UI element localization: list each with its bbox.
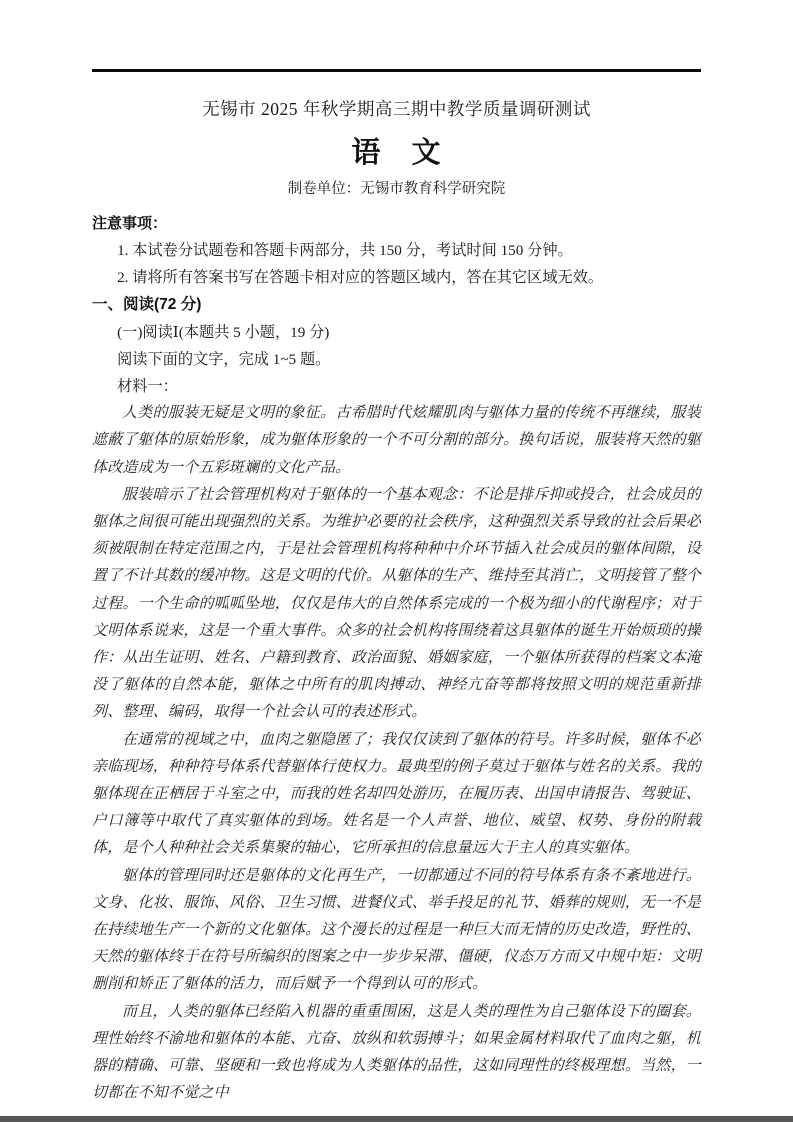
material-paragraph-1: 人类的服装无疑是文明的象征。古希腊时代炫耀肌肉与躯体力量的传统不再继续，服装遮蔽了躯体的原始形象，成为躯体形象的一个不可分割的部分。换句话说，服装将天然的躯体改造成为一个五彩斑斓的文化产品。 [92,405,701,476]
notice-item-1: 1. 本试卷分试题卷和答题卡两部分，共 150 分，考试时间 150 分钟。 [117,242,573,259]
exam-paper-page [92,0,701,1108]
exam-title: 无锡市 2025 年秋学期高三期中教学质量调研测试 [202,99,591,119]
notices-heading: 注意事项： [92,215,168,232]
material-paragraph-5: 而且，人类的躯体已经陷入机器的重重围困，这是人类的理性为自己躯体设下的圈套。理性始终不渝地和躯体的本能、亢奋、放纵和软弱搏斗；如果金属材料取代了血肉之躯，机器的精确、可靠、坚硬和一致也将成为人类躯体的品性，这如同理性的终极理想。当然，一切都在不知不觉之中 [92,1003,701,1102]
page-bottom-edge [0,1116,793,1122]
section-one-part-heading: (一)阅读Ⅰ(本题共 5 小题，19 分) [117,323,330,341]
subject-title: 语 文 [351,137,442,169]
notice-item-2: 2. 请将所有答案书写在答题卡相对应的答题区域内，答在其它区域无效。 [117,269,604,287]
material-paragraph-4: 躯体的管理同时还是躯体的文化再生产，一切都通过不同的符号体系有条不紊地进行。文身、化妆、服饰、风俗、卫生习惯、进餐仪式、举手投足的礼节、婚葬的规则，无一不是在持续地生产一个新的文化躯体。这个漫长的过程是一种巨大而无情的历史改造，野性的、天然的躯体终于在符号所编织的图案之中一步步呆滞、僵硬，仪态万方而又中规中矩：文明删削和矫正了躯体的活力，而后赋予一个得到认可的形式。 [92,867,701,993]
section-one-heading: 一、阅读(72 分) [92,296,202,314]
issuer-line: 制卷单位：无锡市教育科学研究院 [287,181,506,197]
material-paragraph-2: 服装暗示了社会管理机构对于躯体的一个基本观念：不论是排斥抑或投合，社会成员的躯体之间很可能出现强烈的关系。为维护必要的社会秩序，这种强烈关系导致的社会后果必须被限制在特定范围之内，于是社会管理机构将种种中介环节插入社会成员的躯体间隙，设置了不计其数的缓冲物。这是文明的代价。从躯体的生产、维持至其消亡，文明接管了整个过程。一个生命的呱呱坠地，仅仅是伟大的自然体系完成的一个极为细小的代谢程序；对于文明体系说来，这是一个重大事件。众多的社会机构将围绕着这具躯体的诞生开始烦琐的操作：从出生证明、姓名、户籍到教育、政治面貌、婚姻家庭，一个躯体所获得的档案文本淹没了躯体的自然本能，躯体之中所有的肌肉搏动、神经亢奋等都将按照文明的规范重新排列、整理、编码，取得一个社会认可的表述形式。 [92,486,701,721]
material-one-label: 材料一： [117,378,178,396]
reading-instruction: 阅读下面的文字，完成 1~5 题。 [117,350,331,368]
header-rule [92,69,701,72]
material-paragraph-3: 在通常的视域之中，血肉之躯隐匿了；我仅仅读到了躯体的符号。许多时候，躯体不必亲临现场，种种符号体系代替躯体行使权力。最典型的例子莫过于躯体与姓名的关系。我的躯体现在正栖居于斗室之中，而我的姓名却四处游历，在履历表、出国申请报告、驾驶证、户口簿等中取代了真实躯体的到场。姓名是一个人声誉、地位、威望、权势、身份的附载体，是个人种种社会关系集聚的轴心，它所承担的信息量远大于主人的真实躯体。 [92,731,701,857]
